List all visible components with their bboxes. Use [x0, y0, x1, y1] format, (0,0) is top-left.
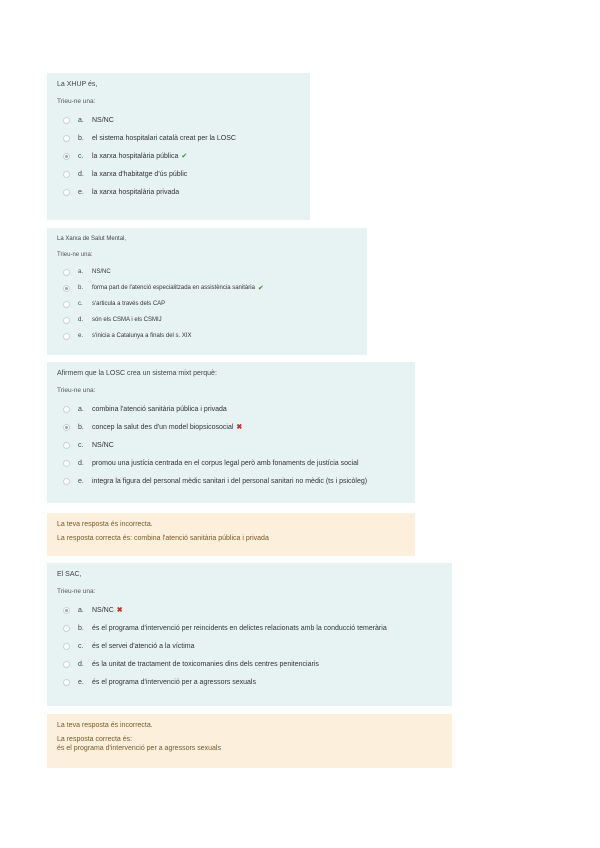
option-letter: e.: [78, 477, 84, 485]
option-text: concep la salut des d'un model biopsicosocial: [92, 423, 234, 431]
radio-button[interactable]: [63, 643, 70, 650]
option-text: són els CSMA i els CSMIJ: [92, 317, 162, 323]
radio-button-selected[interactable]: [63, 153, 70, 160]
q4-option-c[interactable]: [57, 637, 442, 655]
radio-button-selected[interactable]: [63, 424, 70, 431]
option-text: és el servei d'atenció a la víctima: [92, 642, 195, 650]
option-letter: a.: [78, 606, 84, 614]
option-letter: e.: [78, 678, 84, 686]
q2-option-e[interactable]: [57, 328, 357, 344]
q3-option-e[interactable]: [57, 472, 405, 490]
q2-option-d[interactable]: [57, 312, 357, 328]
option-text: el sistema hospitalari català creat per la LOSC: [92, 134, 236, 142]
q3-option-d[interactable]: [57, 454, 405, 472]
option-letter: d.: [78, 459, 84, 467]
option-text: la xarxa d'habitatge d'ús públic: [92, 170, 188, 178]
q1-option-d[interactable]: [57, 165, 300, 183]
question-4-card: [47, 563, 452, 706]
q4-option-b[interactable]: [57, 619, 442, 637]
question-4-feedback: [47, 714, 452, 768]
q3-option-b[interactable]: [57, 418, 405, 436]
option-text: integra la figura del personal mèdic sanitari i del personal sanitari no mèdic (ts i psicòleg): [92, 477, 368, 485]
q1-option-c[interactable]: [57, 147, 300, 165]
feedback-result: La teva resposta és incorrecta.: [57, 722, 153, 729]
option-letter: a.: [78, 116, 84, 124]
radio-button[interactable]: [63, 460, 70, 467]
q3-option-c[interactable]: [57, 436, 405, 454]
option-text: s'inicia a Catalunya a finals del s. XIX: [92, 333, 192, 339]
option-letter: b.: [78, 285, 84, 291]
option-text: és el programa d'intervenció per reincidents en delictes relacionats amb la conducció temerària: [92, 624, 387, 632]
feedback-correct-answer: és el programa d'intervenció per a agressors sexuals: [57, 745, 221, 752]
option-text: la xarxa hospitalària privada: [92, 188, 180, 196]
radio-button[interactable]: [63, 442, 70, 449]
q1-option-b[interactable]: [57, 129, 300, 147]
q1-option-a[interactable]: [57, 111, 300, 129]
option-letter: c.: [78, 152, 84, 160]
feedback-result: La teva resposta és incorrecta.: [57, 521, 153, 528]
question-3-text: Afirmem que la LOSC crea un sistema mixt perquè:: [57, 370, 217, 377]
option-text: NS/NC: [92, 116, 114, 124]
option-letter: b.: [78, 624, 84, 632]
option-text: NS/NC: [92, 441, 114, 449]
feedback-correct-answer: La resposta correcta és: combina l'atenció sanitària pública i privada: [57, 535, 269, 542]
radio-button[interactable]: [63, 189, 70, 196]
q2-option-b[interactable]: [57, 280, 357, 296]
q3-option-a[interactable]: [57, 400, 405, 418]
option-text: promou una justícia centrada en el corpus legal però amb fonaments de justícia social: [92, 459, 359, 467]
option-text: la xarxa hospitalària pública: [92, 152, 179, 160]
incorrect-cross-icon: ✖: [236, 424, 243, 431]
radio-button-selected[interactable]: [63, 285, 70, 292]
q2-option-a[interactable]: [57, 264, 357, 280]
radio-button[interactable]: [63, 171, 70, 178]
question-1-card: [47, 73, 310, 220]
radio-button[interactable]: [63, 333, 70, 340]
option-text: NS/NC: [92, 606, 114, 614]
question-3-prompt: Trieu-ne una:: [57, 387, 96, 394]
question-4-prompt: Trieu-ne una:: [57, 588, 96, 595]
option-letter: c.: [78, 642, 84, 650]
option-letter: b.: [78, 134, 84, 142]
option-text: combina l'atenció sanitària pública i privada: [92, 405, 227, 413]
option-letter: d.: [78, 170, 84, 178]
option-text: s'articula a través dels CAP: [92, 301, 166, 307]
option-text: NS/NC: [92, 269, 111, 275]
correct-check-icon: ✔: [257, 285, 264, 292]
option-letter: c.: [78, 301, 83, 307]
radio-button[interactable]: [63, 301, 70, 308]
radio-button[interactable]: [63, 269, 70, 276]
option-letter: a.: [78, 269, 84, 275]
question-2-prompt: Trieu-ne una:: [57, 252, 93, 258]
incorrect-cross-icon: ✖: [116, 607, 123, 614]
option-letter: e.: [78, 188, 84, 196]
radio-button[interactable]: [63, 478, 70, 485]
radio-button[interactable]: [63, 679, 70, 686]
radio-button[interactable]: [63, 117, 70, 124]
q4-option-d[interactable]: [57, 655, 442, 673]
option-letter: e.: [78, 333, 84, 339]
option-letter: d.: [78, 660, 84, 668]
option-letter: d.: [78, 317, 84, 323]
question-3-feedback: [47, 513, 415, 556]
radio-button-selected[interactable]: [63, 607, 70, 614]
option-text: és el programa d'intervenció per a agressors sexuals: [92, 678, 256, 686]
radio-button[interactable]: [63, 406, 70, 413]
radio-button[interactable]: [63, 135, 70, 142]
option-letter: b.: [78, 423, 84, 431]
q4-option-e[interactable]: [57, 673, 442, 691]
question-1-prompt: Trieu-ne una:: [57, 98, 96, 105]
radio-button[interactable]: [63, 661, 70, 668]
radio-button[interactable]: [63, 625, 70, 632]
question-3-card: [47, 362, 415, 503]
q1-option-e[interactable]: [57, 183, 300, 201]
q2-option-c[interactable]: [57, 296, 357, 312]
question-2-card: [47, 228, 367, 355]
option-text: és la unitat de tractament de toxicomanies dins dels centres penitenciaris: [92, 660, 319, 668]
correct-check-icon: ✔: [181, 153, 188, 160]
option-text: forma part de l'atenció especialitzada en assistència sanitària: [92, 285, 255, 291]
question-1-text: La XHUP és,: [57, 81, 98, 88]
radio-button[interactable]: [63, 317, 70, 324]
question-2-text: La Xarxa de Salut Mental,: [57, 236, 127, 242]
question-4-text: El SAC,: [57, 571, 82, 578]
q4-option-a[interactable]: [57, 601, 442, 619]
option-letter: a.: [78, 405, 84, 413]
feedback-correct-answer-label: La resposta correcta és:: [57, 736, 133, 743]
option-letter: c.: [78, 441, 84, 449]
